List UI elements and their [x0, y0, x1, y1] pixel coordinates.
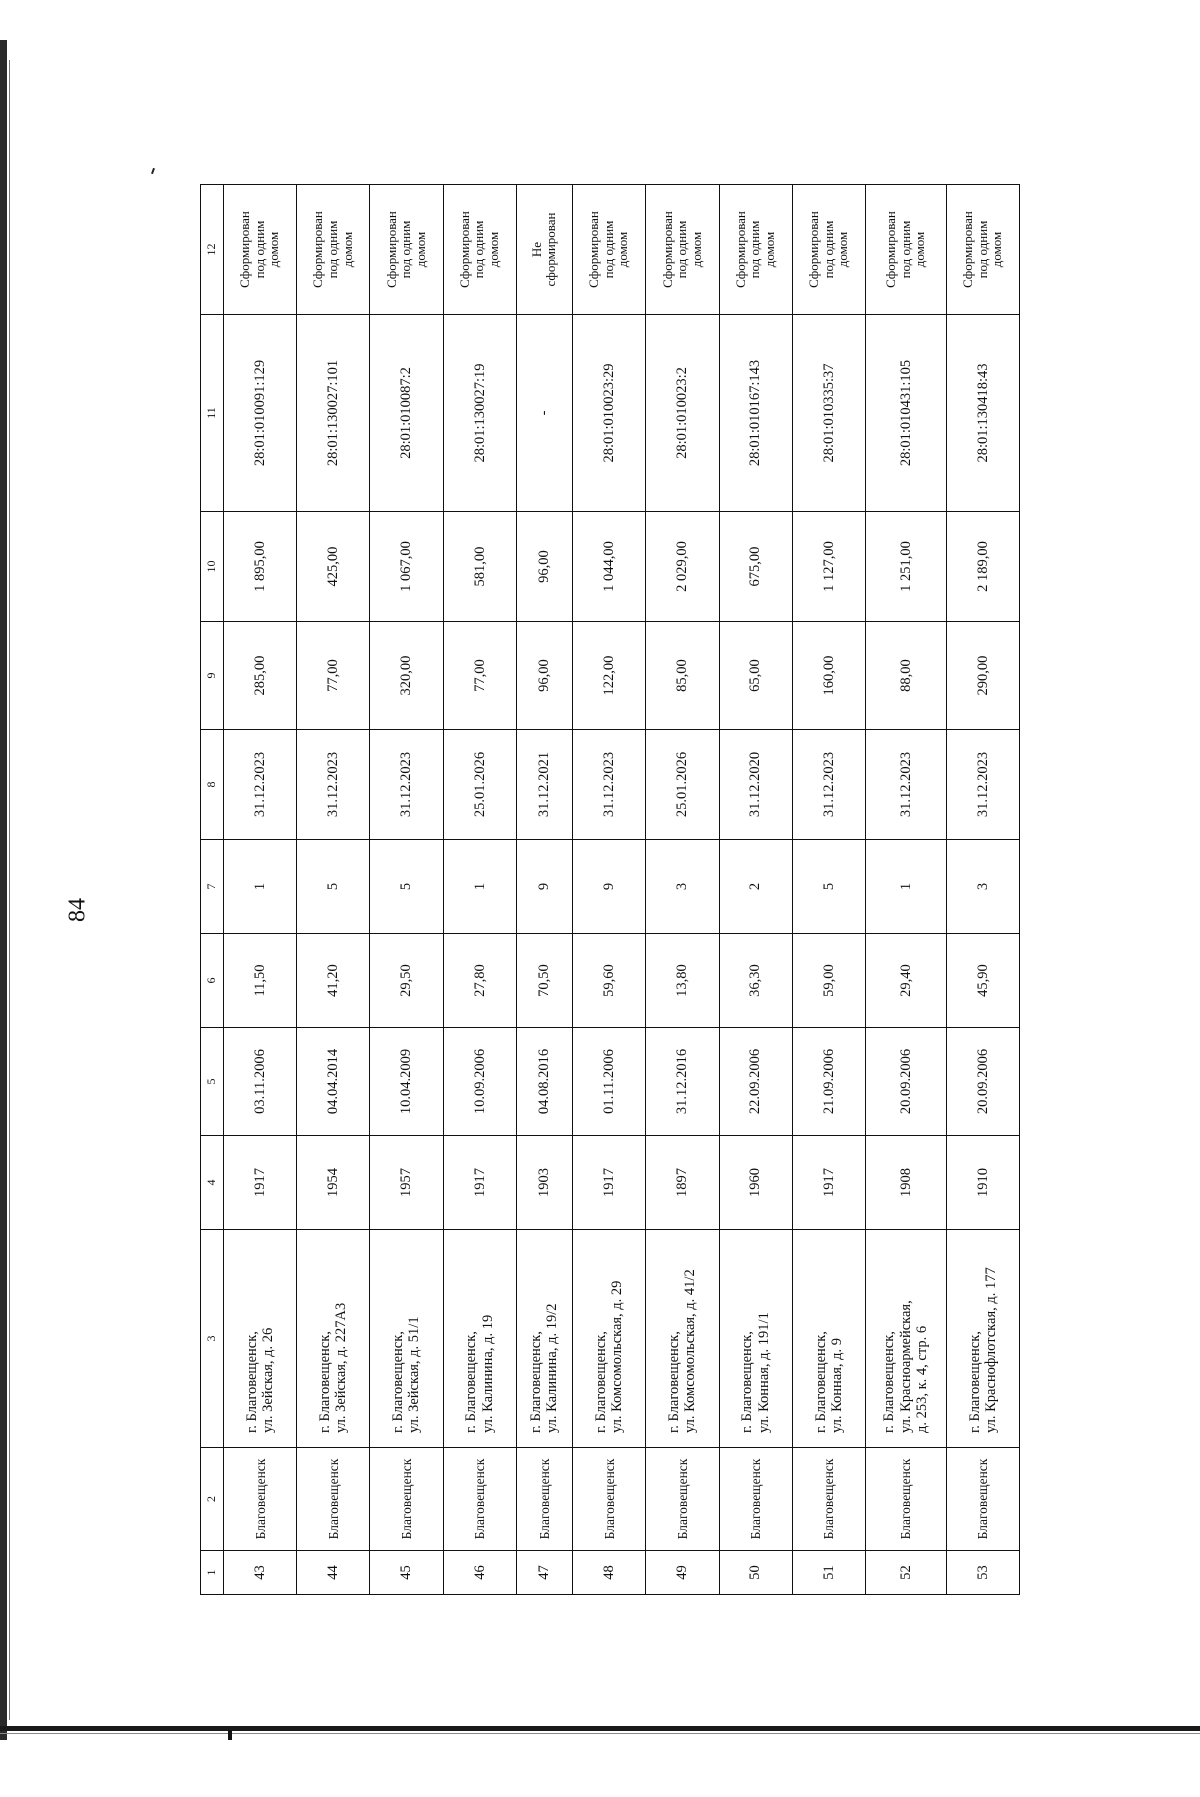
year-built-cell: 1908 [865, 1136, 946, 1230]
land-status-cell: Сформирован под одним домом [865, 185, 946, 315]
table-row [370, 185, 443, 1595]
page-number: 84 [64, 898, 91, 922]
page-number-container [58, 890, 98, 930]
date-cell: 10.09.2006 [443, 1028, 516, 1136]
date-cell: 04.08.2016 [516, 1028, 572, 1136]
address-cell: г. Благовещенск, ул. Калинина, д. 19 [443, 1230, 516, 1448]
value-9-cell: 160,00 [792, 622, 865, 730]
area-cell: 27,80 [443, 934, 516, 1028]
year-built-cell: 1960 [719, 1136, 792, 1230]
date-cell: 01.11.2006 [573, 1028, 646, 1136]
row-number-cell: 49 [646, 1551, 719, 1595]
table-row [443, 185, 516, 1595]
area-cell: 36,30 [719, 934, 792, 1028]
land-status-cell: Сформирован под одним домом [297, 185, 370, 315]
value-10-cell: 425,00 [297, 512, 370, 622]
address-cell: г. Благовещенск, ул. Зейская, д. 51/1 [370, 1230, 443, 1448]
area-cell: 70,50 [516, 934, 572, 1028]
value-10-cell: 2 029,00 [646, 512, 719, 622]
value-10-cell: 96,00 [516, 512, 572, 622]
address-cell: г. Благовещенск, ул. Комсомольская, д. 29 [573, 1230, 646, 1448]
scan-edge-bottom [0, 1726, 1200, 1731]
count-cell: 5 [370, 840, 443, 934]
address-cell: г. Благовещенск, ул. Краснофлотская, д. 177 [946, 1230, 1019, 1448]
table-row [719, 185, 792, 1595]
row-number-cell: 52 [865, 1551, 946, 1595]
cadastral-number-cell: - [516, 315, 572, 512]
settlement-cell: Благовещенск [792, 1448, 865, 1551]
table-row [224, 185, 297, 1595]
value-9-cell: 285,00 [224, 622, 297, 730]
area-cell: 45,90 [946, 934, 1019, 1028]
count-cell: 3 [946, 840, 1019, 934]
land-status-cell: Сформирован под одним домом [946, 185, 1019, 315]
deadline-cell: 31.12.2021 [516, 730, 572, 840]
column-header: 1 [201, 1551, 224, 1595]
column-header: 9 [201, 622, 224, 730]
column-header: 6 [201, 934, 224, 1028]
year-built-cell: 1917 [443, 1136, 516, 1230]
row-number-cell: 44 [297, 1551, 370, 1595]
column-header: 8 [201, 730, 224, 840]
area-cell: 11,50 [224, 934, 297, 1028]
date-cell: 04.04.2014 [297, 1028, 370, 1136]
value-9-cell: 65,00 [719, 622, 792, 730]
count-cell: 9 [516, 840, 572, 934]
column-header: 11 [201, 315, 224, 512]
deadline-cell: 31.12.2023 [370, 730, 443, 840]
count-cell: 5 [792, 840, 865, 934]
table-row [792, 185, 865, 1595]
value-10-cell: 1 127,00 [792, 512, 865, 622]
row-number-cell: 48 [573, 1551, 646, 1595]
row-number-cell: 50 [719, 1551, 792, 1595]
housing-table [200, 184, 1020, 1595]
scan-speck [151, 168, 155, 174]
cadastral-number-cell: 28:01:130027:19 [443, 315, 516, 512]
year-built-cell: 1903 [516, 1136, 572, 1230]
address-cell: г. Благовещенск, ул. Красноармейская, д. 253, к. 4, стр. 6 [865, 1230, 946, 1448]
deadline-cell: 31.12.2023 [865, 730, 946, 840]
deadline-cell: 31.12.2023 [573, 730, 646, 840]
value-9-cell: 77,00 [297, 622, 370, 730]
land-status-cell: Сформирован под одним домом [646, 185, 719, 315]
year-built-cell: 1917 [224, 1136, 297, 1230]
settlement-cell: Благовещенск [946, 1448, 1019, 1551]
address-cell: г. Благовещенск, ул. Конная, д. 191/1 [719, 1230, 792, 1448]
scan-edge-bottom-line [0, 1733, 1200, 1734]
row-number-cell: 51 [792, 1551, 865, 1595]
table-row [516, 185, 572, 1595]
land-status-cell: Сформирован под одним домом [573, 185, 646, 315]
count-cell: 9 [573, 840, 646, 934]
scan-edge-left [0, 40, 7, 1740]
count-cell: 2 [719, 840, 792, 934]
area-cell: 59,00 [792, 934, 865, 1028]
table-row [865, 185, 946, 1595]
cadastral-number-cell: 28:01:130418:43 [946, 315, 1019, 512]
land-status-cell: Сформирован под одним домом [443, 185, 516, 315]
value-9-cell: 122,00 [573, 622, 646, 730]
land-status-cell: Сформирован под одним домом [792, 185, 865, 315]
value-10-cell: 2 189,00 [946, 512, 1019, 622]
scan-edge-left-line [9, 60, 10, 1720]
value-10-cell: 581,00 [443, 512, 516, 622]
column-header: 2 [201, 1448, 224, 1551]
deadline-cell: 31.12.2023 [946, 730, 1019, 840]
value-10-cell: 1 895,00 [224, 512, 297, 622]
settlement-cell: Благовещенск [516, 1448, 572, 1551]
land-status-cell: Сформирован под одним домом [719, 185, 792, 315]
value-9-cell: 320,00 [370, 622, 443, 730]
count-cell: 1 [443, 840, 516, 934]
year-built-cell: 1957 [370, 1136, 443, 1230]
year-built-cell: 1897 [646, 1136, 719, 1230]
area-cell: 59,60 [573, 934, 646, 1028]
value-10-cell: 1 251,00 [865, 512, 946, 622]
row-number-cell: 43 [224, 1551, 297, 1595]
settlement-cell: Благовещенск [224, 1448, 297, 1551]
rotated-table-container [200, 185, 1020, 1595]
deadline-cell: 25.01.2026 [646, 730, 719, 840]
cadastral-number-cell: 28:01:010431:105 [865, 315, 946, 512]
year-built-cell: 1917 [573, 1136, 646, 1230]
cadastral-number-cell: 28:01:010023:29 [573, 315, 646, 512]
column-header: 5 [201, 1028, 224, 1136]
count-cell: 5 [297, 840, 370, 934]
table-row [297, 185, 370, 1595]
settlement-cell: Благовещенск [297, 1448, 370, 1551]
address-cell: г. Благовещенск, ул. Конная, д. 9 [792, 1230, 865, 1448]
cadastral-number-cell: 28:01:010335:37 [792, 315, 865, 512]
cadastral-number-cell: 28:01:010091:129 [224, 315, 297, 512]
deadline-cell: 31.12.2023 [224, 730, 297, 840]
date-cell: 22.09.2006 [719, 1028, 792, 1136]
settlement-cell: Благовещенск [443, 1448, 516, 1551]
address-cell: г. Благовещенск, ул. Зейская, д. 227А3 [297, 1230, 370, 1448]
year-built-cell: 1954 [297, 1136, 370, 1230]
cadastral-number-cell: 28:01:010087:2 [370, 315, 443, 512]
column-header: 3 [201, 1230, 224, 1448]
value-9-cell: 96,00 [516, 622, 572, 730]
deadline-cell: 25.01.2026 [443, 730, 516, 840]
date-cell: 10.04.2009 [370, 1028, 443, 1136]
date-cell: 03.11.2006 [224, 1028, 297, 1136]
count-cell: 1 [224, 840, 297, 934]
column-header: 4 [201, 1136, 224, 1230]
cadastral-number-cell: 28:01:130027:101 [297, 315, 370, 512]
row-number-cell: 53 [946, 1551, 1019, 1595]
date-cell: 31.12.2016 [646, 1028, 719, 1136]
value-9-cell: 77,00 [443, 622, 516, 730]
date-cell: 20.09.2006 [865, 1028, 946, 1136]
row-number-cell: 46 [443, 1551, 516, 1595]
address-cell: г. Благовещенск, ул. Калинина, д. 19/2 [516, 1230, 572, 1448]
cadastral-number-cell: 28:01:010167:143 [719, 315, 792, 512]
year-built-cell: 1910 [946, 1136, 1019, 1230]
address-cell: г. Благовещенск, ул. Зейская, д. 26 [224, 1230, 297, 1448]
count-cell: 3 [646, 840, 719, 934]
cadastral-number-cell: 28:01:010023:2 [646, 315, 719, 512]
value-9-cell: 88,00 [865, 622, 946, 730]
area-cell: 41,20 [297, 934, 370, 1028]
year-built-cell: 1917 [792, 1136, 865, 1230]
deadline-cell: 31.12.2023 [792, 730, 865, 840]
date-cell: 21.09.2006 [792, 1028, 865, 1136]
row-number-cell: 47 [516, 1551, 572, 1595]
settlement-cell: Благовещенск [646, 1448, 719, 1551]
column-number-row [201, 185, 224, 1595]
land-status-cell: Сформирован под одним домом [370, 185, 443, 315]
value-10-cell: 1 067,00 [370, 512, 443, 622]
column-header: 10 [201, 512, 224, 622]
value-9-cell: 85,00 [646, 622, 719, 730]
address-cell: г. Благовещенск, ул. Комсомольская, д. 41/2 [646, 1230, 719, 1448]
area-cell: 13,80 [646, 934, 719, 1028]
area-cell: 29,40 [865, 934, 946, 1028]
date-cell: 20.09.2006 [946, 1028, 1019, 1136]
value-10-cell: 675,00 [719, 512, 792, 622]
settlement-cell: Благовещенск [865, 1448, 946, 1551]
settlement-cell: Благовещенск [370, 1448, 443, 1551]
value-10-cell: 1 044,00 [573, 512, 646, 622]
land-status-cell: Не сформирован [516, 185, 572, 315]
deadline-cell: 31.12.2020 [719, 730, 792, 840]
settlement-cell: Благовещенск [719, 1448, 792, 1551]
deadline-cell: 31.12.2023 [297, 730, 370, 840]
count-cell: 1 [865, 840, 946, 934]
value-9-cell: 290,00 [946, 622, 1019, 730]
scan-mark [228, 1730, 232, 1740]
land-status-cell: Сформирован под одним домом [224, 185, 297, 315]
settlement-cell: Благовещенск [573, 1448, 646, 1551]
column-header: 12 [201, 185, 224, 315]
row-number-cell: 45 [370, 1551, 443, 1595]
column-header: 7 [201, 840, 224, 934]
table-row [946, 185, 1019, 1595]
area-cell: 29,50 [370, 934, 443, 1028]
table-row [573, 185, 646, 1595]
table-row [646, 185, 719, 1595]
